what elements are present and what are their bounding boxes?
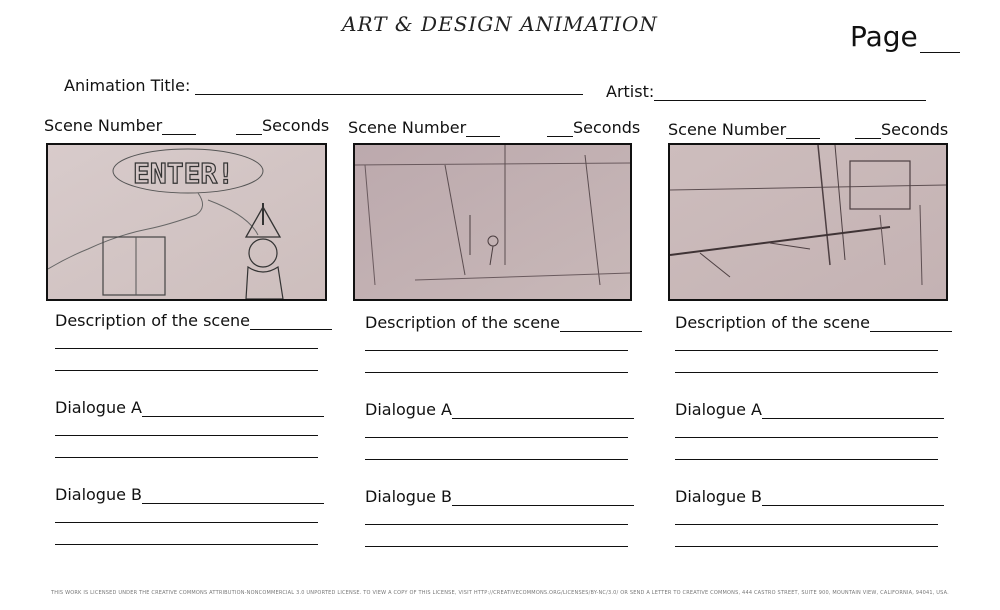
scene-3-frame[interactable] xyxy=(668,143,948,301)
scene-3-description[interactable] xyxy=(675,313,952,332)
scene-2-frame[interactable] xyxy=(353,143,632,301)
scene-1-dialogue-a[interactable] xyxy=(55,398,324,417)
dialogue-b-label: Dialogue B xyxy=(675,487,763,506)
dialogue-a-line[interactable] xyxy=(365,437,628,438)
dialogue-a-line[interactable] xyxy=(675,459,938,460)
dialogue-b-label: Dialogue B xyxy=(365,487,453,506)
seconds-label: Seconds xyxy=(881,120,949,139)
dialogue-b-line[interactable] xyxy=(675,524,938,525)
scene-1-frame[interactable] xyxy=(46,143,327,301)
seconds-label: Seconds xyxy=(262,116,330,135)
scene-3-sketch xyxy=(670,145,946,299)
description-blank[interactable] xyxy=(870,315,952,332)
page-number-blank[interactable] xyxy=(920,28,960,53)
animation-title-label: Animation Title: xyxy=(64,76,191,95)
seconds-label: Seconds xyxy=(573,118,641,137)
animation-title-field[interactable] xyxy=(64,76,583,95)
scene-3-seconds[interactable] xyxy=(855,120,948,139)
scene-1-seconds[interactable] xyxy=(236,116,329,135)
scene-number-blank[interactable] xyxy=(162,120,196,135)
dialogue-b-line[interactable] xyxy=(55,522,318,523)
scene-number-label: Scene Number xyxy=(668,120,787,139)
scene-3-dialogue-a[interactable] xyxy=(675,400,944,419)
scene-number-label: Scene Number xyxy=(44,116,163,135)
page-number-field[interactable] xyxy=(850,20,960,53)
artist-field[interactable] xyxy=(606,82,926,101)
description-line[interactable] xyxy=(365,350,628,351)
scene-number-blank[interactable] xyxy=(786,124,820,139)
description-line[interactable] xyxy=(675,372,938,373)
seconds-blank[interactable] xyxy=(855,124,881,139)
description-line[interactable] xyxy=(365,372,628,373)
dialogue-a-blank[interactable] xyxy=(762,402,944,419)
page-label: Page xyxy=(850,20,918,53)
brand-title: ART & DESIGN ANIMATION xyxy=(342,12,658,36)
scene-2-dialogue-b[interactable] xyxy=(365,487,634,506)
dialogue-a-blank[interactable] xyxy=(452,402,634,419)
scene-3-dialogue-b[interactable] xyxy=(675,487,944,506)
enter-sketch-text: ENTER! xyxy=(133,157,235,190)
description-label: Description of the scene xyxy=(365,313,561,332)
dialogue-b-blank[interactable] xyxy=(142,487,324,504)
scene-2-sketch xyxy=(355,145,630,299)
scene-number-blank[interactable] xyxy=(466,122,500,137)
dialogue-a-line[interactable] xyxy=(55,435,318,436)
seconds-blank[interactable] xyxy=(547,122,573,137)
dialogue-b-line[interactable] xyxy=(365,524,628,525)
animation-title-blank[interactable] xyxy=(195,78,583,95)
scene-2-description[interactable] xyxy=(365,313,642,332)
dialogue-b-line[interactable] xyxy=(675,546,938,547)
artist-blank[interactable] xyxy=(654,84,926,101)
dialogue-a-line[interactable] xyxy=(55,457,318,458)
dialogue-b-blank[interactable] xyxy=(452,489,634,506)
dialogue-a-label: Dialogue A xyxy=(55,398,142,417)
scene-1-sketch xyxy=(48,145,325,299)
dialogue-b-label: Dialogue B xyxy=(55,485,143,504)
license-footer: THIS WORK IS LICENSED UNDER THE CREATIVE COMMONS ATTRIBUTION-NONCOMMERCIAL 3.0 UNPORTED LICENSE. TO VIEW A COPY OF THIS LICENSE, VISIT HTTP://CREATIVECOMMONS.ORG/LICENSES/BY-NC/3.0/ OR SEND A LETTER TO CREATIVE COMMONS, 444 CASTRO STREET, SUITE 900, MOUNTAIN VIEW, CALIFORNIA, 94041, USA. xyxy=(51,590,949,596)
dialogue-a-label: Dialogue A xyxy=(365,400,452,419)
scene-number-label: Scene Number xyxy=(348,118,467,137)
description-line[interactable] xyxy=(675,350,938,351)
dialogue-b-line[interactable] xyxy=(365,546,628,547)
dialogue-a-blank[interactable] xyxy=(142,400,324,417)
description-label: Description of the scene xyxy=(55,311,251,330)
artist-label: Artist: xyxy=(606,82,655,101)
dialogue-a-line[interactable] xyxy=(675,437,938,438)
description-blank[interactable] xyxy=(560,315,642,332)
scene-2-seconds[interactable] xyxy=(547,118,640,137)
description-line[interactable] xyxy=(55,370,318,371)
scene-2-dialogue-a[interactable] xyxy=(365,400,634,419)
dialogue-b-line[interactable] xyxy=(55,544,318,545)
scene-1-number[interactable] xyxy=(44,116,196,135)
scene-1-dialogue-b[interactable] xyxy=(55,485,324,504)
seconds-blank[interactable] xyxy=(236,120,262,135)
dialogue-a-line[interactable] xyxy=(365,459,628,460)
dialogue-b-blank[interactable] xyxy=(762,489,944,506)
description-label: Description of the scene xyxy=(675,313,871,332)
description-line[interactable] xyxy=(55,348,318,349)
description-blank[interactable] xyxy=(250,313,332,330)
scene-1-description[interactable] xyxy=(55,311,332,330)
scene-2-number[interactable] xyxy=(348,118,500,137)
scene-3-number[interactable] xyxy=(668,120,820,139)
dialogue-a-label: Dialogue A xyxy=(675,400,762,419)
